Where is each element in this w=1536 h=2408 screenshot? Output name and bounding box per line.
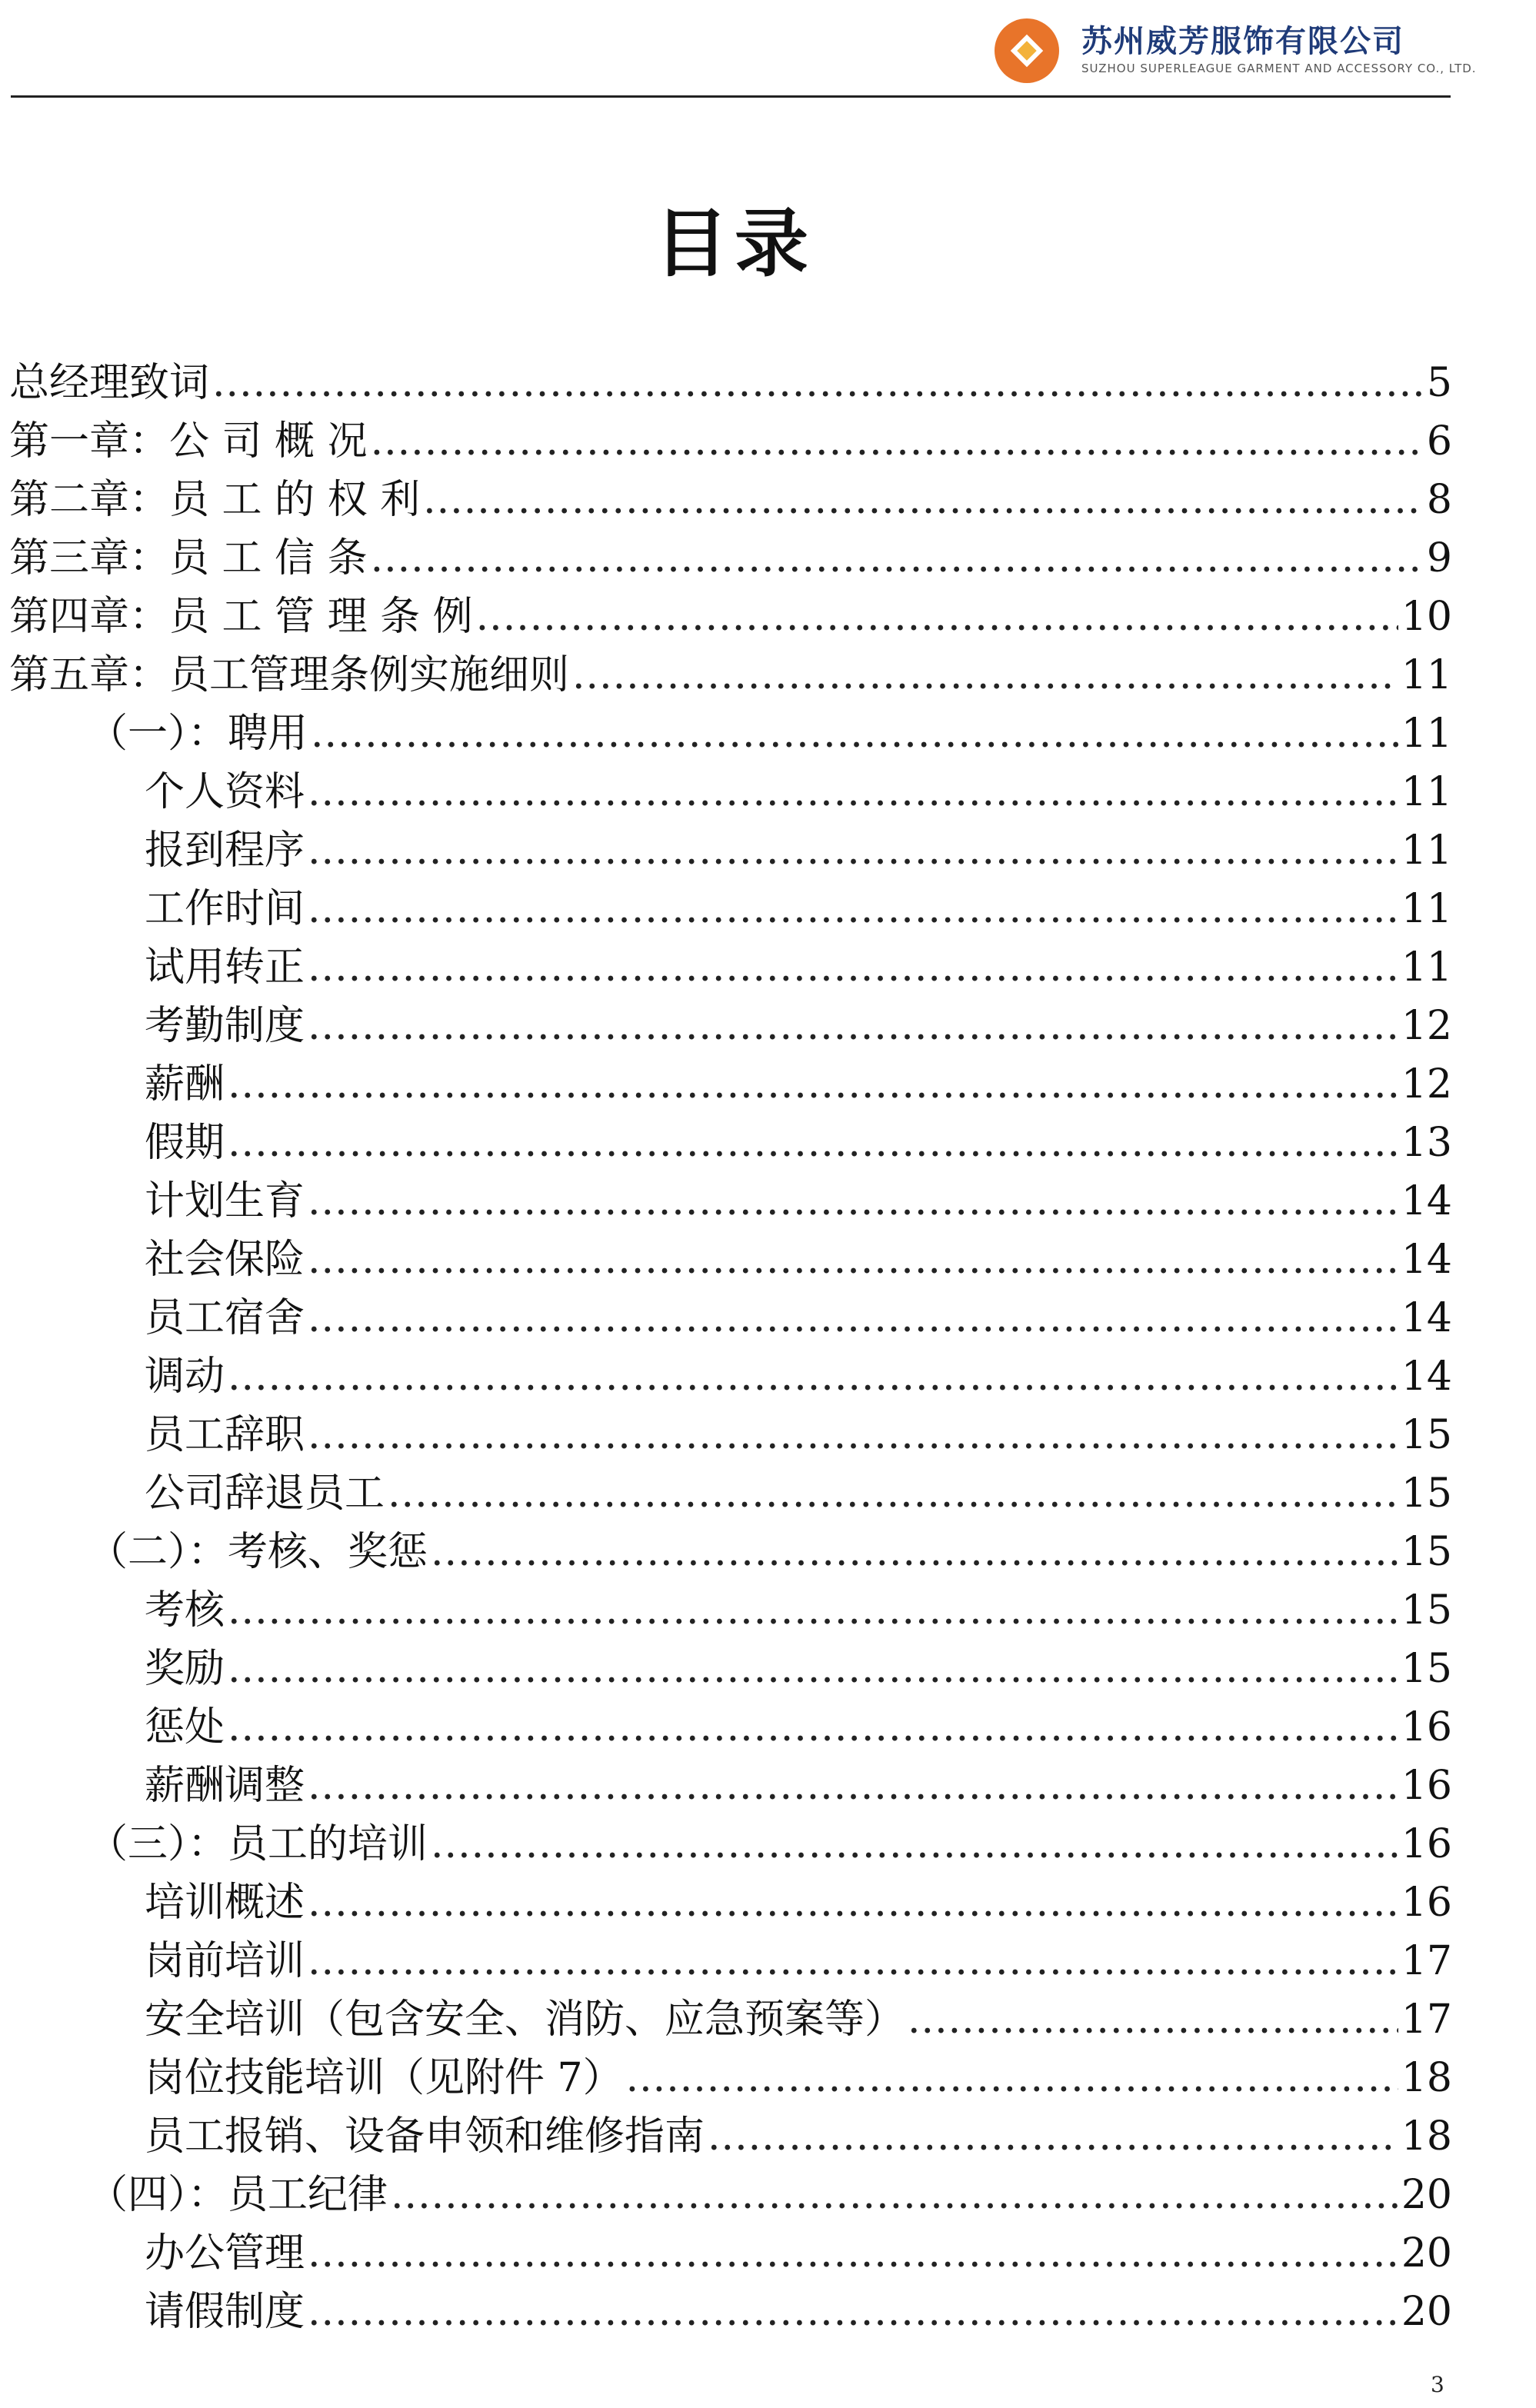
toc-entry[interactable]	[9, 471, 1452, 529]
company-name-en: SUZHOU SUPERLEAGUE GARMENT AND ACCESSORY CO., LTD.	[1081, 62, 1477, 75]
toc-entry-label: 社会保险	[145, 1237, 305, 1283]
toc-entry-label: 岗位技能培训（见附件 7）	[145, 2055, 623, 2101]
toc-entry-label: 安全培训（包含安全、消防、应急预案等）	[145, 1997, 905, 2043]
toc-entry[interactable]	[9, 1698, 1452, 1757]
table-of-contents	[9, 354, 1452, 2341]
toc-entry-page: 15	[1401, 1470, 1452, 1517]
page-number: 3	[1431, 2372, 1444, 2397]
toc-entry-page: 11	[1401, 886, 1452, 932]
toc-entry-label: 个人资料	[145, 769, 305, 815]
toc-leader-dots	[308, 1231, 1398, 1289]
toc-leader-dots	[908, 1990, 1398, 2049]
toc-entry[interactable]	[9, 997, 1452, 1055]
toc-entry[interactable]	[9, 1172, 1452, 1231]
toc-leader-dots	[388, 1464, 1398, 1523]
toc-entry-page: 16	[1401, 1821, 1452, 1867]
toc-leader-dots	[308, 2224, 1398, 2283]
toc-entry[interactable]	[9, 1055, 1452, 1114]
toc-entry-page: 11	[1401, 944, 1452, 991]
toc-entry-page: 15	[1401, 1646, 1452, 1692]
page-header	[11, 0, 1477, 98]
toc-entry[interactable]	[9, 1231, 1452, 1289]
toc-leader-dots	[212, 354, 1424, 412]
toc-leader-dots	[308, 1172, 1398, 1231]
toc-entry-page: 9	[1426, 535, 1452, 581]
toc-entry-label: 报到程序	[145, 828, 305, 874]
toc-entry[interactable]	[9, 938, 1452, 997]
toc-leader-dots	[228, 1640, 1398, 1698]
toc-entry-page: 11	[1401, 711, 1452, 757]
toc-entry-page: 10	[1401, 594, 1452, 640]
company-logo-icon	[991, 15, 1068, 86]
toc-entry-label: 薪酬	[145, 1061, 225, 1107]
toc-entry[interactable]	[9, 1114, 1452, 1172]
toc-entry-page: 6	[1426, 418, 1452, 465]
toc-entry[interactable]	[9, 1990, 1452, 2049]
toc-entry[interactable]	[9, 763, 1452, 821]
company-name-cn: 苏州威芳服饰有限公司	[1081, 24, 1404, 59]
toc-entry-label: 调动	[145, 1354, 225, 1400]
toc-entry[interactable]	[9, 880, 1452, 938]
page-title: 目录	[655, 200, 815, 287]
toc-leader-dots	[308, 938, 1398, 997]
toc-entry-page: 13	[1401, 1120, 1452, 1166]
toc-leader-dots	[423, 471, 1424, 529]
toc-entry-page: 15	[1401, 1412, 1452, 1458]
toc-entry-page: 20	[1401, 2172, 1452, 2218]
toc-entry-label: 请假制度	[145, 2289, 305, 2335]
toc-entry-page: 12	[1401, 1061, 1452, 1107]
toc-entry-label: 考核	[145, 1587, 225, 1634]
toc-leader-dots	[308, 1289, 1398, 1347]
toc-entry[interactable]	[9, 2224, 1452, 2283]
toc-leader-dots	[308, 821, 1398, 880]
toc-entry[interactable]	[9, 1406, 1452, 1464]
toc-entry[interactable]	[9, 1464, 1452, 1523]
toc-entry-page: 15	[1401, 1529, 1452, 1575]
toc-entry-label: 第四章：员 工 管 理 条 例	[9, 594, 473, 640]
toc-entry-page: 17	[1401, 1997, 1452, 2043]
toc-entry-page: 14	[1401, 1295, 1452, 1341]
toc-leader-dots	[572, 646, 1398, 704]
toc-entry-page: 16	[1401, 1880, 1452, 1926]
toc-entry[interactable]	[9, 2049, 1452, 2107]
toc-entry-label: 第二章：员 工 的 权 利	[9, 477, 421, 523]
toc-leader-dots	[228, 1114, 1398, 1172]
toc-entry[interactable]	[9, 646, 1452, 704]
toc-entry[interactable]	[9, 1581, 1452, 1640]
toc-entry-page: 11	[1401, 652, 1452, 698]
toc-entry-page: 18	[1401, 2055, 1452, 2101]
toc-entry[interactable]	[9, 2166, 1452, 2224]
toc-entry-page: 11	[1401, 769, 1452, 815]
toc-entry[interactable]	[9, 588, 1452, 646]
toc-entry[interactable]	[9, 2283, 1452, 2341]
toc-entry-page: 16	[1401, 1763, 1452, 1809]
toc-entry-label: （二）：考核、奖惩	[88, 1529, 428, 1575]
toc-entry-label: 员工报销、设备申领和维修指南	[145, 2113, 705, 2160]
toc-entry-label: 第一章：公 司 概 况	[9, 418, 368, 465]
toc-entry-label: 奖励	[145, 1646, 225, 1692]
toc-leader-dots	[228, 1347, 1398, 1406]
toc-leader-dots	[308, 1757, 1398, 1815]
toc-entry-page: 8	[1426, 477, 1452, 523]
toc-leader-dots	[708, 2107, 1398, 2166]
toc-entry[interactable]	[9, 529, 1452, 588]
toc-entry-page: 16	[1401, 1704, 1452, 1750]
toc-entry-label: （三）：员工的培训	[88, 1821, 428, 1867]
toc-entry-page: 5	[1426, 360, 1452, 406]
toc-leader-dots	[308, 763, 1398, 821]
toc-entry-page: 17	[1401, 1938, 1452, 1984]
toc-leader-dots	[431, 1523, 1398, 1581]
toc-leader-dots	[308, 1932, 1398, 1990]
toc-entry-label: 假期	[145, 1120, 225, 1166]
toc-entry-label: 公司辞退员工	[145, 1470, 385, 1517]
toc-leader-dots	[371, 529, 1424, 588]
toc-entry-label: 计划生育	[145, 1178, 305, 1224]
toc-entry-label: 试用转正	[145, 944, 305, 991]
toc-leader-dots	[308, 1406, 1398, 1464]
toc-entry[interactable]	[9, 354, 1452, 412]
toc-leader-dots	[626, 2049, 1398, 2107]
toc-entry-page: 18	[1401, 2113, 1452, 2160]
toc-entry[interactable]	[9, 821, 1452, 880]
toc-entry-page: 11	[1401, 828, 1452, 874]
toc-leader-dots	[431, 1815, 1398, 1873]
toc-leader-dots	[228, 1698, 1398, 1757]
toc-entry-label: 第五章：员工管理条例实施细则	[9, 652, 570, 698]
toc-leader-dots	[308, 2283, 1398, 2341]
toc-entry-page: 20	[1401, 2289, 1452, 2335]
toc-entry-label: 考勤制度	[145, 1003, 305, 1049]
toc-entry[interactable]	[9, 704, 1452, 763]
toc-entry-label: 办公管理	[145, 2230, 305, 2276]
toc-entry-page: 14	[1401, 1354, 1452, 1400]
toc-entry[interactable]	[9, 1873, 1452, 1932]
toc-entry-label: 岗前培训	[145, 1938, 305, 1984]
toc-entry[interactable]	[9, 412, 1452, 471]
toc-entry-label: 第三章：员 工 信 条	[9, 535, 368, 581]
toc-leader-dots	[371, 412, 1424, 471]
toc-leader-dots	[311, 704, 1398, 763]
toc-entry-page: 14	[1401, 1237, 1452, 1283]
toc-entry[interactable]	[9, 1523, 1452, 1581]
toc-leader-dots	[228, 1055, 1398, 1114]
toc-entry-label: （四）：员工纪律	[88, 2172, 388, 2218]
toc-entry-label: 工作时间	[145, 886, 305, 932]
toc-entry-label: 员工宿舍	[145, 1295, 305, 1341]
toc-leader-dots	[228, 1581, 1398, 1640]
toc-entry-page: 15	[1401, 1587, 1452, 1634]
toc-leader-dots	[476, 588, 1398, 646]
toc-entry[interactable]	[9, 1932, 1452, 1990]
toc-entry-page: 14	[1401, 1178, 1452, 1224]
toc-entry[interactable]	[9, 1815, 1452, 1873]
toc-entry-label: 惩处	[145, 1704, 225, 1750]
toc-leader-dots	[308, 1873, 1398, 1932]
toc-entry-page: 20	[1401, 2230, 1452, 2276]
toc-entry[interactable]	[9, 1347, 1452, 1406]
toc-entry-label: 培训概述	[145, 1880, 305, 1926]
toc-entry[interactable]	[9, 2107, 1452, 2166]
toc-entry[interactable]	[9, 1289, 1452, 1347]
toc-entry-label: 薪酬调整	[145, 1763, 305, 1809]
toc-entry-label: 员工辞职	[145, 1412, 305, 1458]
toc-leader-dots	[308, 997, 1398, 1055]
toc-leader-dots	[391, 2166, 1398, 2224]
toc-entry-label: （一）：聘用	[88, 711, 308, 757]
toc-entry-page: 12	[1401, 1003, 1452, 1049]
toc-entry[interactable]	[9, 1757, 1452, 1815]
toc-entry[interactable]	[9, 1640, 1452, 1698]
toc-leader-dots	[308, 880, 1398, 938]
toc-entry-label: 总经理致词	[9, 360, 210, 406]
